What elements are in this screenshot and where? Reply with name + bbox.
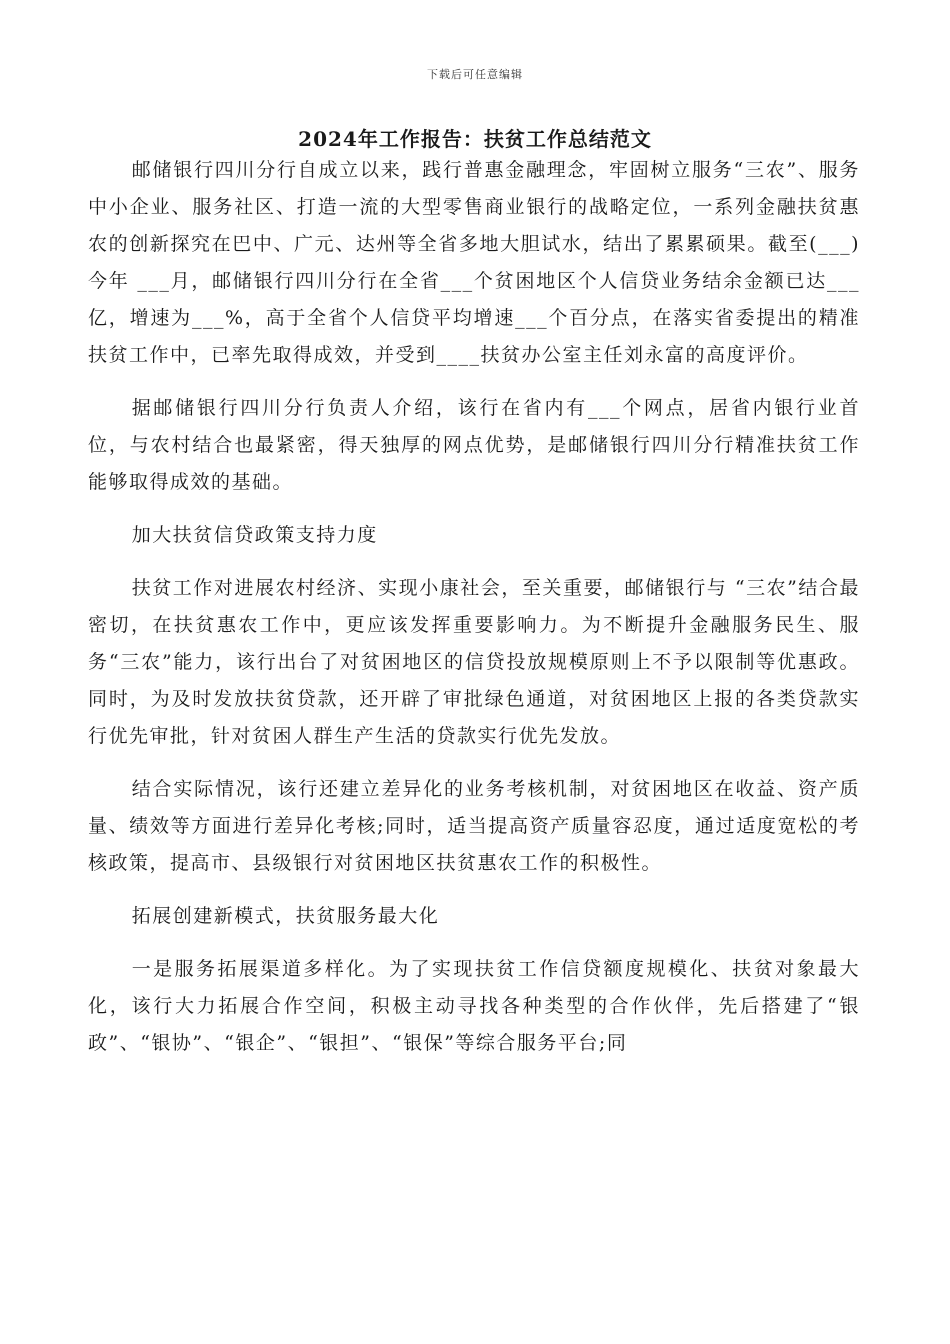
header-note: 下载后可任意编辑 [427,68,523,81]
paragraph-channels: 一是服务拓展渠道多样化。为了实现扶贫工作信贷额度规模化、扶贫对象最大化，该行大力拓展合作空间，积极主动寻找各种类型的合作伙伴，先后搭建了“银政”、“银协”、“银企”、“银担”、“银保”等综合服务平台;同 [88,958,860,1054]
paragraph-intro: 邮储银行四川分行自成立以来，践行普惠金融理念，牢固树立服务“三农”、服务中小企业、服务社区、打造一流的大型零售商业银行的战略定位，一系列金融扶贫惠农的创新探究在巴中、广元、达州等全省多地大胆试水，结出了累累硕果。截至(___)今年 ___月，邮储银行四川分行在全省___个贫困地区个人信贷业务结余金额已达___亿，增速为___%，高于全省个人信贷平均增速___个百分点，在落实省委提出的精准扶贫工作中，已率先取得成效，并受到____扶贫办公室主任刘永富的高度评价。 [88,159,860,366]
section-heading-credit-policy: 加大扶贫信贷政策支持力度 [131,524,378,546]
document-title: 2024年工作报告：扶贫工作总结范文 [298,127,652,151]
paragraph-assessment: 结合实际情况，该行还建立差异化的业务考核机制，对贫困地区在收益、资产质量、绩效等方面进行差异化考核;同时，适当提高资产质量容忍度，通过适度宽松的考核政策，提高市、县级银行对贫困地区扶贫惠农工作的积极性。 [88,778,860,874]
paragraph-branches: 据邮储银行四川分行负责人介绍，该行在省内有___个网点，居省内银行业首位，与农村结合也最紧密，得天独厚的网点优势，是邮储银行四川分行精准扶贫工作能够取得成效的基础。 [88,397,860,493]
document-body [88,152,860,1062]
section-heading-new-model: 拓展创建新模式，扶贫服务最大化 [131,905,440,927]
paragraph-credit-policy: 扶贫工作对进展农村经济、实现小康社会，至关重要，邮储银行与 “三农”结合最密切，在扶贫惠农工作中，更应该发挥重要影响力。为不断提升金融服务民生、服务“三农”能力，该行出台了对贫困地区的信贷投放规模原则上不予以限制等优惠政。同时，为及时发放扶贫贷款，还开辟了审批绿色通道，对贫困地区上报的各类贷款实行优先审批，针对贫困人群生产生活的贷款实行优先发放。 [88,577,860,747]
